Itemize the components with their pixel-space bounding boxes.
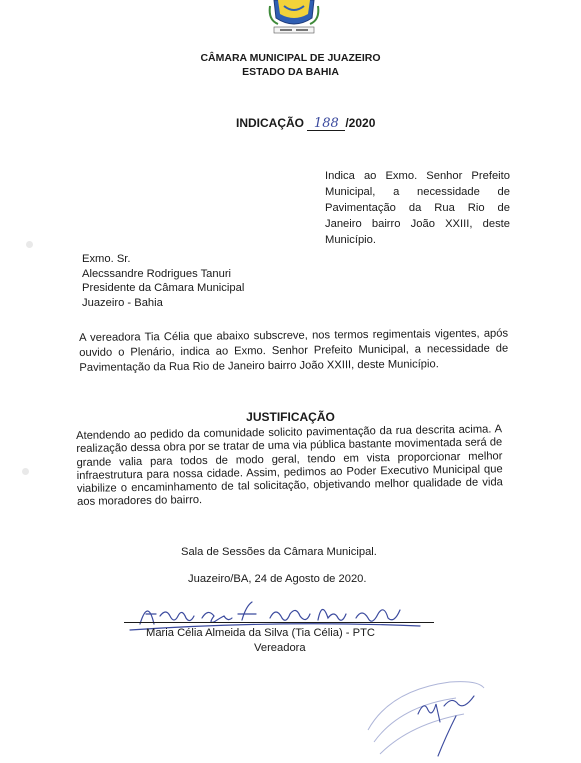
punch-hole [26, 241, 33, 248]
justification-title: JUSTIFICAÇÃO [246, 410, 335, 424]
indicacao-number: 188 [307, 117, 345, 131]
institution-title: CÂMARA MUNICIPAL DE JUAZEIRO [200, 52, 381, 64]
signature-mark [120, 590, 440, 632]
indicacao-heading [236, 116, 375, 131]
addressee-block [82, 252, 244, 310]
addressee-line: Exmo. Sr. [82, 253, 131, 265]
justification-paragraph: Atendendo ao pedido da comunidade solicito pavimentação da rua descrita acima. A realização dessa obra por se tratar de uma via pública bastante movimentada será de grande valia para todos de modo geral, tendo em vista proporcionar melhor infraestrutura para nossa cidade. Assim, pedimos ao Poder Executivo Municipal que viabilize o encaminhamento de tal solicitação, objetivando melhor qualidade de vida aos moradores do bairro. [76, 423, 503, 509]
state-subtitle: ESTADO DA BAHIA [242, 66, 339, 78]
indicacao-year: /2020 [345, 116, 376, 130]
coat-of-arms-icon [268, 0, 320, 38]
indicacao-prefix: INDICAÇÃO [236, 116, 304, 130]
ementa-text: Indica ao Exmo. Senhor Prefeito Municipal, a necessidade de Pavimentação da Rua Rio de Janeiro bairro João XXIII, deste Município. [325, 170, 510, 246]
signature-line [124, 622, 434, 623]
signer-name: Maria Célia Almeida da Silva (Tia Célia) - PTC [146, 627, 375, 639]
closing-place: Sala de Sessões da Câmara Municipal. [181, 546, 377, 558]
addressee-line: Juazeiro - Bahia [82, 296, 163, 309]
closing-date: Juazeiro/BA, 24 de Agosto de 2020. [188, 573, 367, 585]
addressee-line: Presidente da Câmara Municipal [82, 282, 245, 294]
signer-role: Vereadora [254, 642, 306, 654]
addressee-line: Alecssandre Rodrigues Tanuri [82, 267, 232, 280]
protocol-stamp [360, 670, 490, 760]
body-paragraph: A vereadora Tia Célia que abaixo subscreve, nos termos regimentais vigentes, após ouvido o Plenário, indica ao Exmo. Senhor Prefeito Municipal, a necessidade de Pavimentação da Rua Rio de Janeiro bairro João XXIII, deste Município. [79, 327, 509, 374]
punch-hole [22, 468, 29, 475]
